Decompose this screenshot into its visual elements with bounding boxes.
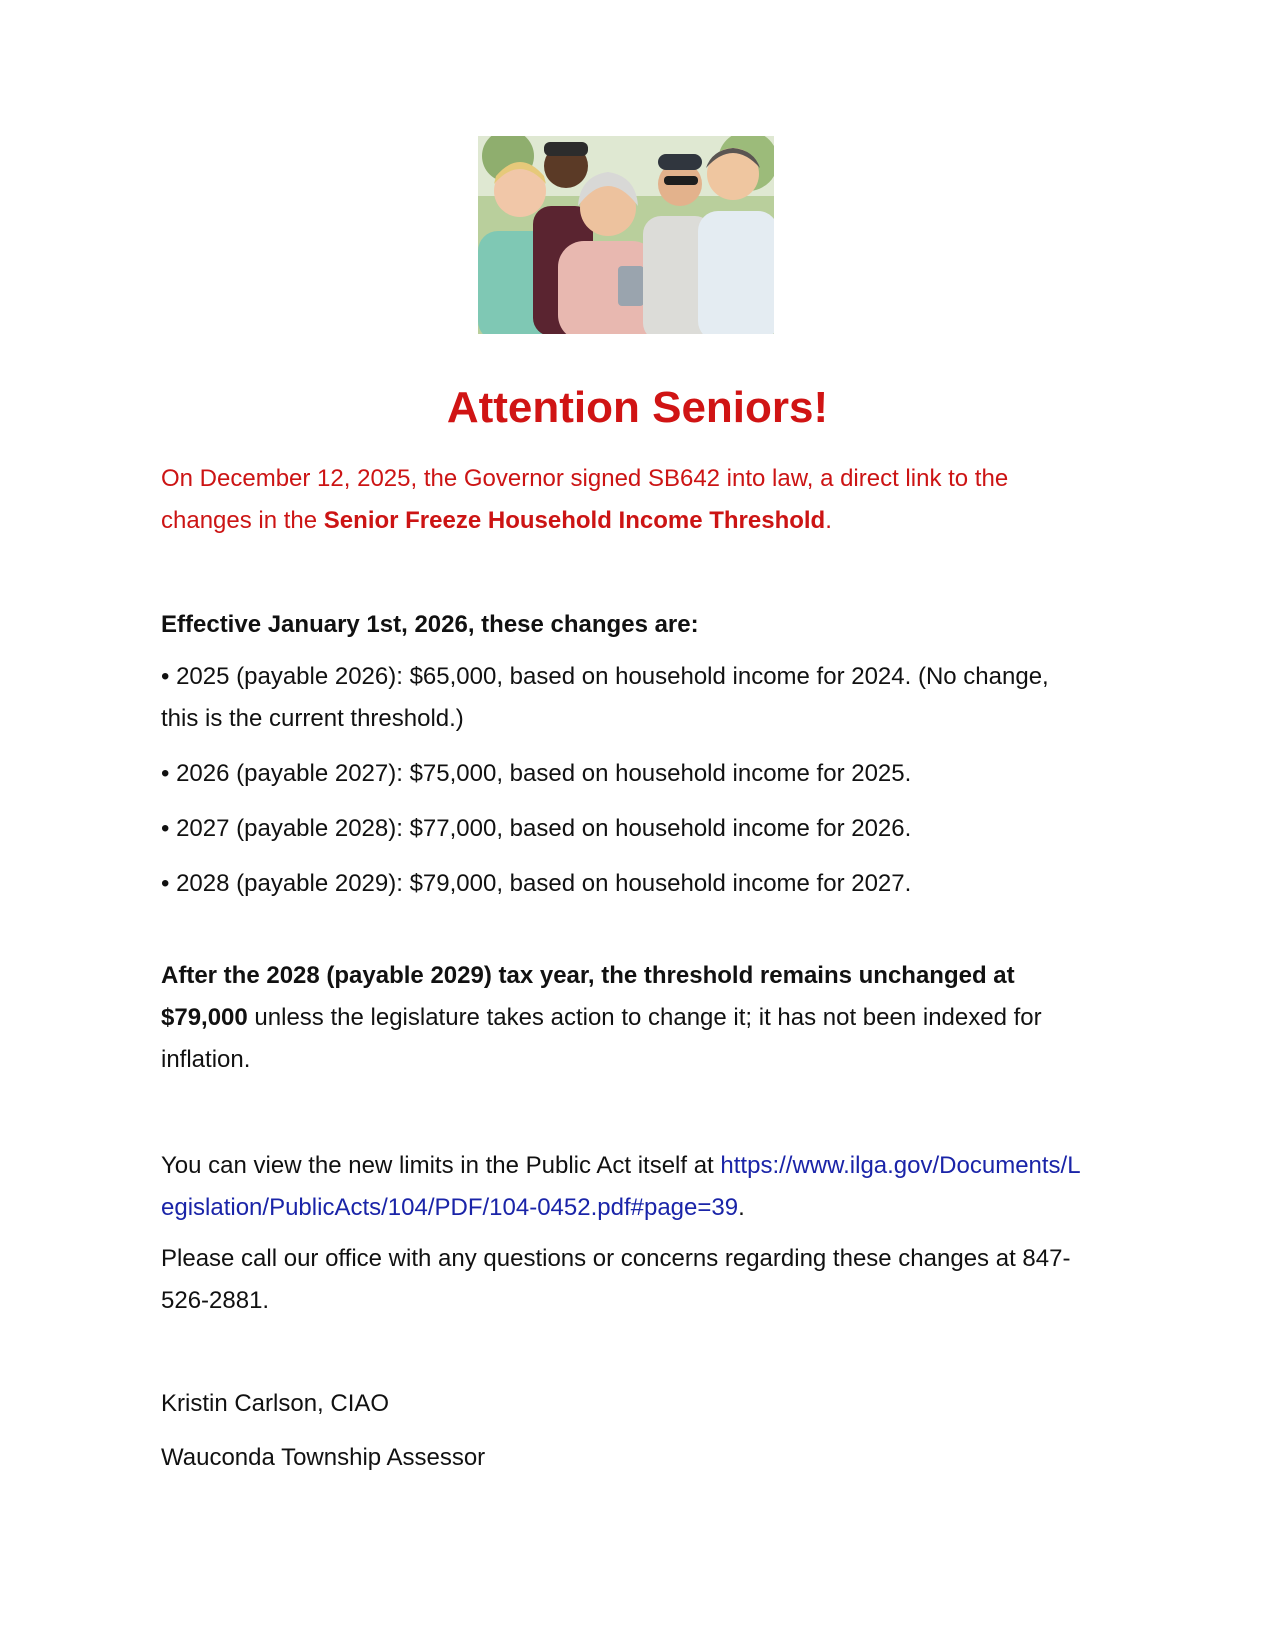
signature-title: Wauconda Township Assessor [161,1444,486,1471]
list-item: • 2027 (payable 2028): $77,000, based on household income for 2026. [161,815,912,842]
threshold-name: Senior Freeze Household Income Threshold [323,507,826,534]
seniors-group-photo [478,136,774,334]
changes-list [161,656,1091,918]
page-title: Attention Seniors! [446,383,829,432]
list-item: • 2028 (payable 2029): $79,000, based on household income for 2027. [161,870,912,897]
public-act-end: . [738,1194,745,1221]
intro-paragraph [161,458,1091,542]
public-act-text: You can view the new limits in the Public Act itself at [161,1152,721,1179]
intro-text: On December 12, 2025, the Governor signed SB642 into law, a direct link to the changes in the [161,465,1009,534]
intro-end: . [825,507,832,534]
public-act-link[interactable]: https://www.ilga.gov/Documents/Legislation/PublicActs/104/PDF/104-0452.pdf#page=39 [161,1152,1081,1221]
list-item: • 2025 (payable 2026): $65,000, based on household income for 2024. (No change, this is the current threshold.) [161,663,1049,732]
after-note-text: unless the legislature takes action to change it; it has not been indexed for inflation. [161,1004,1042,1073]
list-item: • 2026 (payable 2027): $75,000, based on household income for 2025. [161,760,912,787]
effective-heading: Effective January 1st, 2026, these changes are: [161,611,699,638]
contact-paragraph: Please call our office with any questions or concerns regarding these changes at 847-526-2881. [161,1245,1071,1314]
public-act-paragraph [161,1145,1091,1229]
signature-name: Kristin Carlson, CIAO [161,1390,390,1417]
after-note [161,955,1091,1081]
after-note-bold: After the 2028 (payable 2029) tax year, the threshold remains unchanged at $79,000 [161,962,1015,1031]
